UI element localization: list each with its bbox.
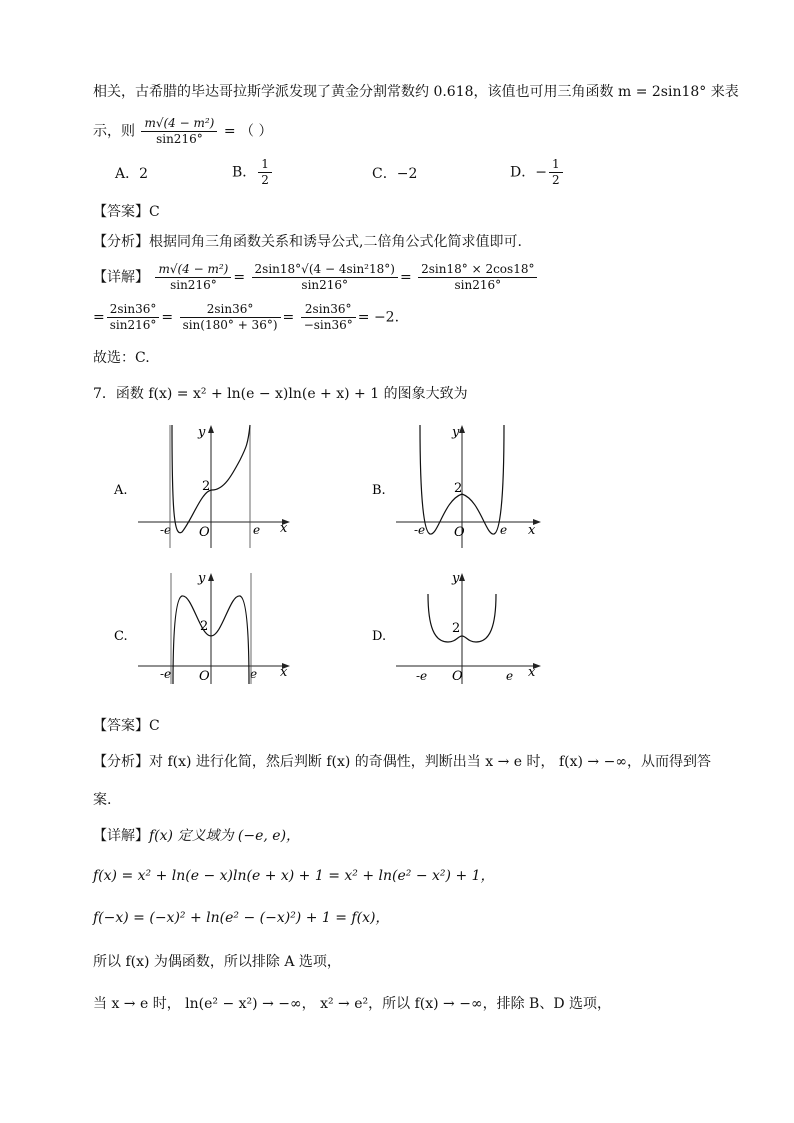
q7-analysis-line2: 案. <box>93 792 112 808</box>
fraction-numerator: 1 <box>258 157 272 173</box>
fraction-numerator: 2sin18° × 2cos18° <box>418 262 537 278</box>
q7-detail-line2: f(x) = x² + ln(e − x)ln(e + x) + 1 = x² + ln(e² − x²) + 1， <box>93 868 495 884</box>
fraction-numerator: 2sin18°√(4 − 4sin²18°) <box>252 262 398 278</box>
e-label: e <box>506 669 514 683</box>
q6-stem-suffix: = （ ） <box>223 123 273 140</box>
graph-label: D. <box>372 629 387 644</box>
graph-label: C. <box>114 629 128 644</box>
graph-option-d <box>368 568 558 692</box>
fraction-numerator: 2sin36° <box>301 302 356 318</box>
fraction-denominator: sin216° <box>109 318 157 332</box>
q7-detail-line3: f(−x) = (−x)² + ln(e² − (−x)²) + 1 = f(x)， <box>93 910 390 926</box>
x-axis-label: x <box>280 665 288 680</box>
detail-result: = −2. <box>357 309 400 326</box>
option-label: B． <box>232 164 257 181</box>
graph-option-b <box>368 420 558 559</box>
detail-tag: 【详解】 <box>93 828 149 844</box>
y-intercept-label: 2 <box>200 619 209 634</box>
fraction-denominator: sin216° <box>454 278 502 292</box>
q7-analysis-line1 <box>93 752 711 772</box>
graph-label: A. <box>114 483 128 498</box>
analysis-tag: 【分析】 <box>93 234 149 250</box>
detail-text: f(x) 定义域为 (−e, e)， <box>149 828 301 844</box>
option-b <box>232 157 274 188</box>
q6-answer <box>93 202 160 222</box>
neg-e-label: -e <box>160 523 172 537</box>
y-axis-label: y <box>198 571 206 586</box>
answer-tag: 【答案】 <box>93 718 149 734</box>
y-axis-label: y <box>198 425 206 440</box>
e-label: e <box>250 667 258 681</box>
q7-detail-line5: 当 x → e 时， ln(e² − x²) → −∞， x² → e²，所以 f(x) → −∞，排除 B、D 选项， <box>93 996 612 1012</box>
x-axis-label: x <box>528 665 536 680</box>
q6-stem-line1: 相关，古希腊的毕达哥拉斯学派发现了黄金分割常数约 0.618，该值也可用三角函数 m = 2sin18° 来表 <box>93 84 739 100</box>
q7-detail-line4: 所以 f(x) 为偶函数，所以排除 A 选项， <box>93 954 341 970</box>
answer-value: C <box>149 718 160 734</box>
option-d <box>510 157 565 188</box>
x-axis-label: x <box>528 523 536 538</box>
y-intercept-label: 2 <box>452 621 461 636</box>
fraction-denominator: sin216° <box>301 278 349 292</box>
q6-stem-fraction <box>141 116 217 147</box>
y-axis-label: y <box>452 425 460 440</box>
origin-label: O <box>199 525 210 540</box>
answer-value: C <box>149 204 160 220</box>
neg-e-label: -e <box>414 523 426 537</box>
origin-label: O <box>454 525 465 540</box>
graph-label: B. <box>372 483 386 498</box>
q7-answer <box>93 716 160 736</box>
fraction-denominator: sin(180° + 36°) <box>182 318 278 332</box>
e-label: e <box>253 523 261 537</box>
detail-tag: 【详解】 <box>93 269 149 286</box>
q6-analysis <box>93 232 522 252</box>
fraction-numerator: 1 <box>549 157 563 173</box>
analysis-text: 根据同角三角函数关系和诱导公式,二倍角公式化简求值即可. <box>149 234 522 250</box>
graph-option-c <box>110 568 300 692</box>
origin-label: O <box>199 669 210 684</box>
neg-e-label: -e <box>160 667 172 681</box>
analysis-text: 对 f(x) 进行化简，然后判断 f(x) 的奇偶性，判断出当 x → e 时， f(x) → −∞，从而得到答 <box>149 754 711 770</box>
graph-option-a <box>110 420 300 559</box>
fraction-denominator: 2 <box>551 173 560 187</box>
option-c: C．−2 <box>372 166 418 182</box>
option-a: A．2 <box>115 166 149 182</box>
fraction-numerator: 2sin36° <box>180 302 281 318</box>
neg-e-label: -e <box>416 669 428 683</box>
q7-detail-line1 <box>93 826 300 846</box>
q6-stem-line2 <box>93 116 272 147</box>
analysis-tag: 【分析】 <box>93 754 149 770</box>
e-label: e <box>500 523 508 537</box>
q6-detail-line2: = $\frac{2\sin 36^\circ}{\sin 216^\circ}$ = $\frac{2\sin 36^\circ}{\sin(180^\circ + 36^\circ)}$ = $\frac{2\sin 36^\circ}{-\sin 36^\circ}$ = −2. <box>93 302 400 332</box>
q7-stem: 7．函数 f(x) = x² + ln(e − x)ln(e + x) + 1 的图象大致为 <box>93 386 468 402</box>
fraction-numerator: m√(4 − m²) <box>141 116 217 132</box>
y-intercept-label: 2 <box>202 479 211 494</box>
q6-detail-line1: 【详解】 $\frac{\text{m√(4 − m²)}}{\sin 216^\circ}$ = $\frac{\text{2sin18°√(4 − 4sin²18°)}}{\sin 216^\circ}$ = $\frac{2\sin 18^\circ \times 2\cos 18^\circ}{\sin 216^\circ}$ <box>93 262 539 293</box>
fraction-numerator: m√(4 − m²) <box>155 262 231 278</box>
fraction-numerator: 2sin36° <box>107 302 160 318</box>
fraction-denominator: sin216° <box>156 132 203 146</box>
y-intercept-label: 2 <box>454 481 463 496</box>
x-axis-label: x <box>280 521 288 536</box>
fraction-denominator: −sin36° <box>303 318 353 332</box>
option-label: D．− <box>510 164 547 181</box>
fraction-denominator: sin216° <box>170 278 217 292</box>
answer-tag: 【答案】 <box>93 204 149 220</box>
q6-conclusion: 故选：C. <box>93 350 150 366</box>
origin-label: O <box>452 669 463 684</box>
y-axis-label: y <box>452 571 460 586</box>
q6-stem-prefix: 示，则 <box>93 123 135 140</box>
fraction-denominator: 2 <box>261 173 269 187</box>
